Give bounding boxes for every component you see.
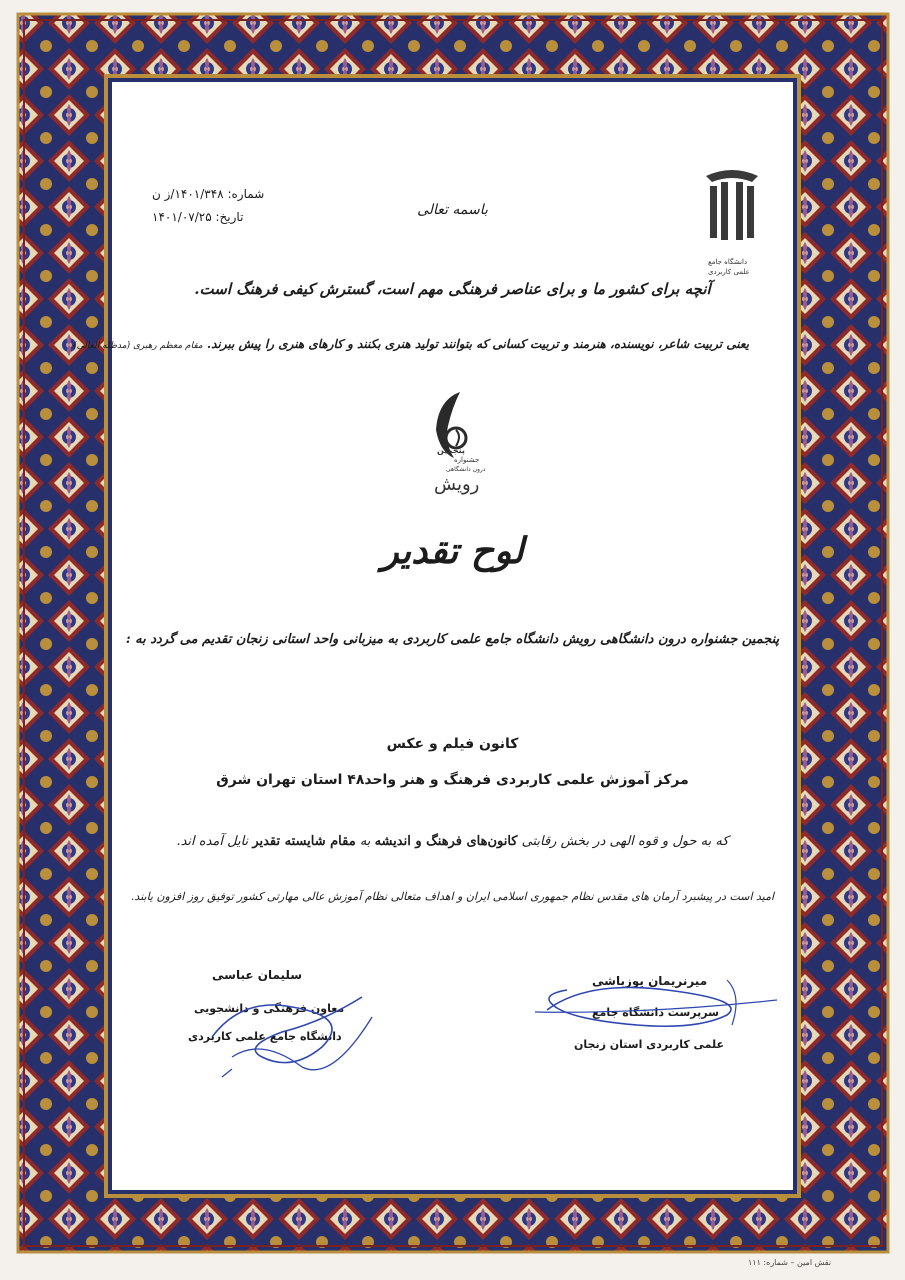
- left-signer-role-1: معاون فرهنگی و دانشجویی: [194, 1002, 345, 1015]
- footer-print-code: نقش امین – شماره: ۱۱۱: [748, 1258, 832, 1267]
- body-competition-section: کانون‌های فرهنگ و اندیشه: [374, 834, 518, 849]
- number-value: ۱۴۰۱/۳۴۸/ز ن: [152, 187, 224, 201]
- body-line-1-c: به: [359, 834, 371, 849]
- recipient-center: مرکز آموزش علمی کاربردی فرهنگ و هنر واحد۴۸ استان تهران شرق: [216, 772, 689, 788]
- recipient-name: کانون فیلم و عکس: [386, 736, 519, 752]
- left-signature-icon: [202, 977, 382, 1087]
- date-value: ۱۴۰۱/۰۷/۲۵: [152, 210, 212, 224]
- intro-text: پنجمین جشنواره درون دانشگاهی رویش دانشگاه جامع علمی کاربردی به میزبانی واحد استانی زنجان تقدیم می گردد به :: [125, 632, 780, 647]
- certificate-title: لوح تقدیر: [381, 530, 524, 572]
- certificate-content: [73, 82, 793, 1190]
- university-logo-text-1: دانشگاه جامع: [708, 258, 748, 266]
- right-signer-role-1: سرپرست دانشگاه جامع: [592, 1006, 719, 1019]
- right-signer-name: میرنریمان یوزباشی: [592, 974, 708, 988]
- festival-logo-line-2: جشنواره: [454, 456, 480, 464]
- quote-line-2: [73, 337, 749, 351]
- quote-line-1: آنچه برای کشور ما و برای عناصر فرهنگی مهم است، گسترش کیفی فرهنگ است.: [194, 280, 711, 298]
- body-line-1-e: نایل آمده اند.: [176, 834, 249, 849]
- number-label: شماره:: [227, 187, 265, 201]
- body-line-1-a: که به حول و قوه الهی در بخش رقابتی: [521, 834, 729, 849]
- quote-attribution: مقام معظم رهبری (مدظله العالی): [73, 341, 203, 351]
- university-logo-text-2: علمی کاربردی: [708, 268, 750, 276]
- right-signer-role-2: علمی کاربردی استان زنجان: [574, 1038, 725, 1051]
- festival-logo-line-1: پنجمین: [437, 446, 465, 455]
- invocation-text: باسمه تعالی: [417, 202, 488, 218]
- festival-logo-line-3: درون دانشگاهی: [446, 466, 486, 473]
- left-signer-role-2: دانشگاه جامع علمی کاربردی: [188, 1030, 342, 1043]
- date-label: تاریخ:: [215, 210, 244, 224]
- festival-logo-name: رویش: [434, 474, 480, 495]
- body-award-rank: مقام شایسته تقدیر: [252, 834, 356, 849]
- right-signature-icon: [527, 970, 787, 1050]
- body-line-2: امید است در پیشبرد آرمان های مقدس نظام جمهوری اسلامی ایران و اهداف متعالی نظام آموزش عالی مهارتی کشور توفیق روز افزون یابند.: [130, 890, 775, 903]
- letter-number: [152, 187, 264, 201]
- body-line-1: [112, 834, 793, 849]
- quote-text: یعنی تربیت شاعر، نویسنده، هنرمند و تربیت کسانی که بتوانند تولید هنری بکنند و کارهای هنری را پیش ببرند.: [206, 337, 749, 351]
- left-signer-name: سلیمان عباسی: [212, 968, 303, 982]
